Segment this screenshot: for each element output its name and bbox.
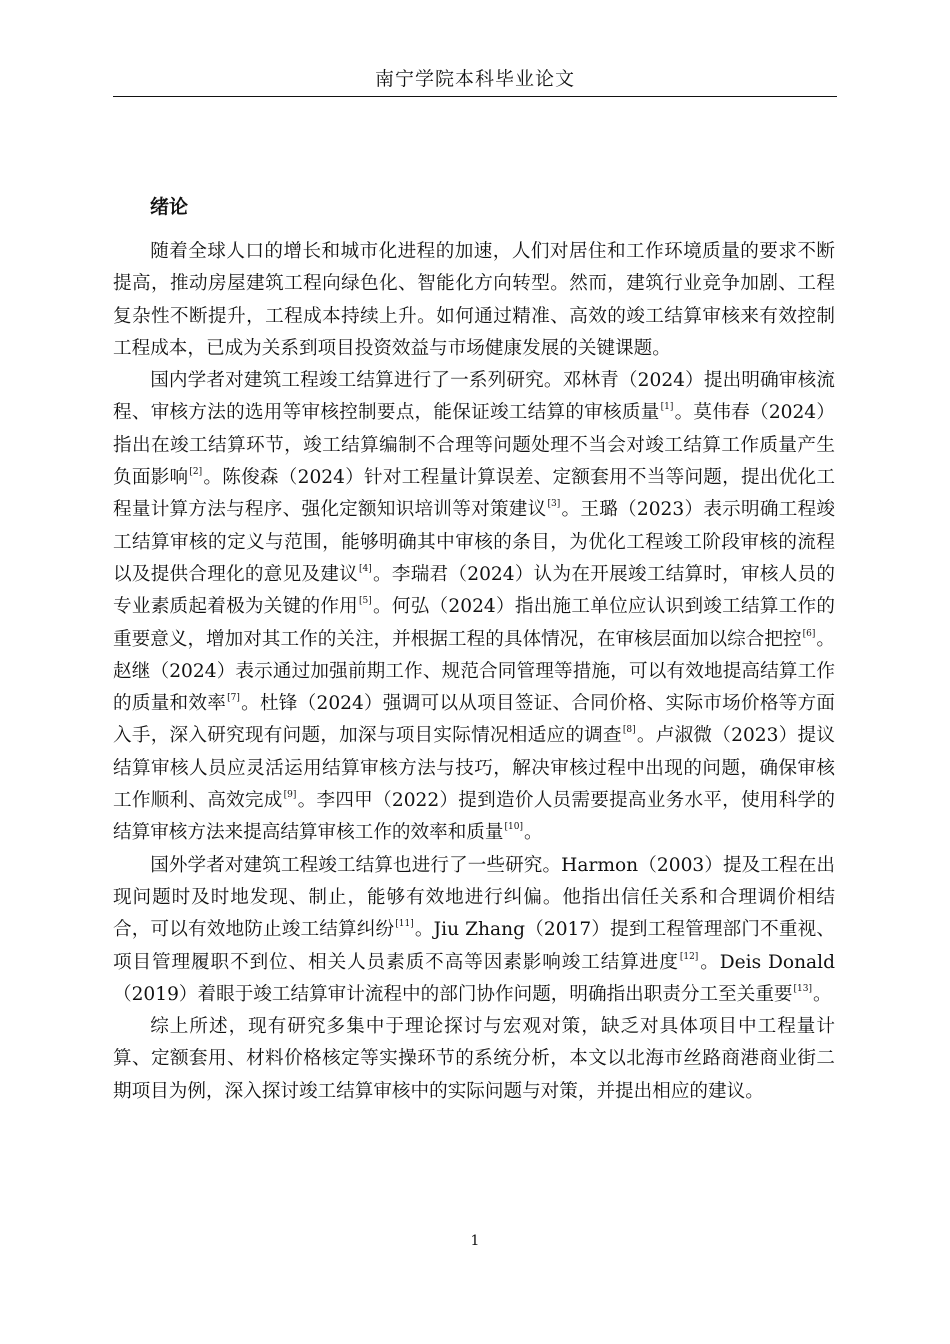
citation-reference: [12]: [679, 951, 699, 962]
paragraph-text: 。: [813, 983, 832, 1005]
citation-reference: [13]: [793, 983, 812, 994]
paragraph-text: 。莫伟春（2024）指出在竣工结算环节，竣工结算编制不合理等问题处理不当会对竣工结算工作质量产生负面影响: [113, 402, 835, 489]
paragraph-text: 随着全球人口的增长和城市化进程的加速，人们对居住和工作环境质量的要求不断提高，推动房屋建筑工程向绿色化、智能化方向转型。然而，建筑行业竞争加剧、工程复杂性不断提升，工程成本持续上升。如何通过精准、高效的竣工结算审核来有效控制工程成本，已成为关系到项目投资效益与市场健康发展的关键课题。: [113, 241, 835, 359]
paragraph-text: 。王璐（2023）表示明确工程竣工结算审核的定义与范围，能够明确其中审核的条目，为优化工程竣工阶段审核的流程以及提供合理化的意见及建议: [113, 499, 835, 585]
paragraph-text: 。陈俊森（2024）针对工程量计算误差、定额套用不当等问题，提出优化工程量计算方法与程序、强化定额知识培训等对策建议: [113, 467, 835, 521]
section-title: 绪论: [150, 196, 189, 218]
paragraph-text: 。Deis Donald（2019）着眼于竣工结算审计流程中的部门协作问题，明确指出职责分工至关重要: [113, 951, 835, 1005]
paragraph-text: 。卢淑微（2023）提议结算审核人员应灵活运用结算审核方法与技巧，解决审核过程中出现的问题，确保审核工作顺利、高效完成: [113, 725, 835, 812]
citation-reference: [9]: [283, 790, 297, 801]
citation-reference: [6]: [802, 628, 816, 639]
paragraph: [113, 236, 835, 365]
citation-reference: [1]: [660, 402, 674, 413]
citation-reference: [5]: [359, 596, 372, 607]
paragraph-text: 。Jiu Zhang（2017）提到工程管理部门不重视、项目管理履职不到位、相关人员素质不高等因素影响竣工结算进度: [113, 919, 835, 973]
paragraph-text: 综上所述，现有研究多集中于理论探讨与宏观对策，缺乏对具体项目中工程量计算、定额套用、材料价格核定等实操环节的系统分析，本文以北海市丝路商港商业街二期项目为例，深入探讨竣工结算审核中的实际问题与对策，并提出相应的建议。: [113, 1016, 835, 1102]
paragraph-text: 。李四甲（2022）提到造价人员需要提高业务水平，使用科学的结算审核方法来提高结算审核工作的效率和质量: [113, 790, 835, 844]
running-header: 南宁学院本科毕业论文: [374, 68, 575, 90]
citation-reference: [11]: [395, 919, 414, 930]
paragraph-text: 。赵继（2024）表示通过加强前期工作、规范合同管理等措施，可以有效地提高结算工作的质量和效率: [113, 628, 835, 715]
citation-reference: [10]: [504, 822, 523, 833]
paragraph-text: 。: [523, 822, 543, 844]
citation-reference: [8]: [622, 725, 636, 736]
citation-reference: [2]: [189, 467, 203, 478]
paragraph-text: 国外学者对建筑工程竣工结算也进行了一些研究。Harmon（2003）提及工程在出现问题时及时地发现、制止，能够有效地进行纠偏。他指出信任关系和合理调价相结合，可以有效地防止竣工结算纠纷: [113, 854, 835, 941]
body-text: [113, 236, 835, 1108]
paragraph: [113, 1011, 835, 1108]
paragraph-text: 国内学者对建筑工程竣工结算进行了一系列研究。邓林青（2024）提出明确审核流程、审核方法的选用等审核控制要点，能保证竣工结算的审核质量: [113, 370, 835, 424]
citation-reference: [4]: [359, 563, 372, 574]
header-rule: [113, 96, 837, 97]
citation-reference: [7]: [227, 693, 240, 704]
paragraph-text: 。杜锋（2024）强调可以从项目签证、合同价格、实际市场价格等方面入手，深入研究现有问题，加深与项目实际情况相适应的调查: [113, 693, 835, 747]
paragraph: [113, 365, 835, 849]
citation-reference: [3]: [547, 499, 561, 510]
paragraph-text: 。何弘（2024）指出施工单位应认识到竣工结算工作的重要意义，增加对其工作的关注，并根据工程的具体情况，在审核层面加以综合把控: [113, 596, 835, 650]
paragraph: [113, 850, 835, 1011]
page-number: 1: [470, 1233, 480, 1249]
paragraph-text: 。李瑞君（2024）认为在开展竣工结算时，审核人员的专业素质起着极为关键的作用: [113, 563, 835, 618]
